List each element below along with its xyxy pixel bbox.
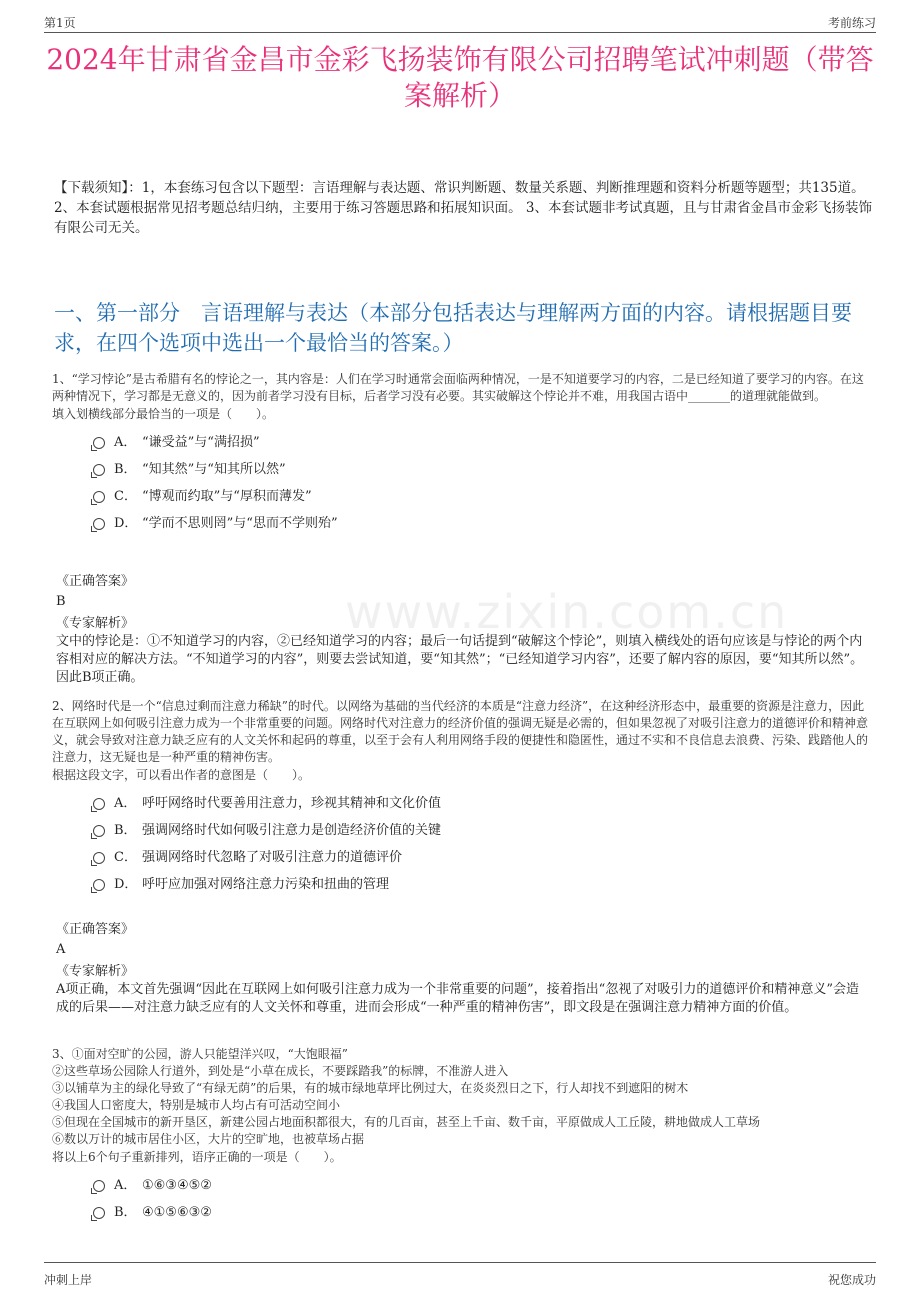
option-c[interactable]: C． “博观而约取”与“厚积而薄发” (52, 483, 868, 510)
answer-block-1 (56, 573, 870, 687)
page-number: 第1页 (44, 16, 76, 30)
radio-icon[interactable] (93, 879, 105, 891)
document-title: 2024年甘肃省金昌市金彩飞扬装饰有限公司招聘笔试冲刺题（带答案解析） (46, 43, 874, 112)
answer-key: A (56, 942, 66, 957)
option-d[interactable]: D． “学而不思则罔”与“思而不学则殆” (52, 510, 868, 537)
answer-heading: 《正确答案》 (56, 574, 135, 589)
options-list (52, 790, 868, 898)
radio-icon[interactable] (93, 1207, 105, 1219)
radio-icon[interactable] (93, 1180, 105, 1192)
watermark: www.zixin.com.cn (345, 585, 789, 639)
question-stem: 1、“学习悖论”是古希腊有名的悖论之一，其内容是：人们在学习时通常会面临两种情况，一是不知道要学习的内容，二是已经知道了要学习的内容。在这两种情况下，学习都是无意义的，因为前者学习没有目标，后者学习没有必要。其实破解这个悖论并不难，用我国古语中_______的道理就能做到。 (52, 372, 864, 403)
analysis-heading: 《专家解析》 (56, 616, 135, 631)
analysis-text: 文中的悖论是：①不知道学习的内容，②已经知道学习的内容；最后一句话提到“破解这个悖论”，则填入横线处的语句应该是与悖论的两个内容相对应的解决方法。“不知道学习的内容”，则要去尝试知道，要“知其然”；“已经知道学习内容”，还要了解内容的原因，要“知其所以然”。因此B项正确。 (56, 634, 864, 685)
analysis-text: A项正确，本文首先强调“因此在互联网上如何吸引注意力成为一个非常重要的问题”，接着指出“忽视了对吸引力的道德评价和精神意义”会造成的后果——对注意力缺乏应有的人文关怀和尊重，进而会形成“一种严重的精神伤害”，即文段是在强调注意力精神方面的价值。 (56, 982, 859, 1015)
answer-key: B (56, 594, 66, 609)
question-1 (52, 371, 868, 537)
question-2 (52, 698, 868, 898)
question-stem-line: ⑥数以万计的城市居住小区，大片的空旷地，也被草场占据 (52, 1132, 365, 1146)
footer-right: 祝您成功 (827, 1273, 876, 1287)
page-header (44, 14, 876, 33)
question-prompt: 根据这段文字，可以看出作者的意图是（ ）。 (52, 768, 311, 782)
question-prompt: 填入划横线部分最恰当的一项是（ ）。 (52, 407, 275, 421)
radio-icon[interactable] (93, 825, 105, 837)
question-3 (52, 1046, 868, 1226)
radio-icon[interactable] (93, 491, 105, 503)
footer-left: 冲刺上岸 (44, 1273, 93, 1287)
option-b[interactable]: B． “知其然”与“知其所以然” (52, 456, 868, 483)
question-stem-line: ④我国人口密度大，特别是城市人均占有可活动空间小 (52, 1098, 341, 1112)
answer-heading: 《正确答案》 (56, 922, 135, 937)
options-list (52, 1172, 868, 1226)
radio-icon[interactable] (93, 518, 105, 530)
question-stem-line: ③以铺草为主的绿化导致了“有绿无荫”的后果，有的城市绿地草坪比例过大，在炎炎烈日之下，行人却找不到遮阳的树木 (52, 1081, 689, 1095)
question-stem-line: ②这些草场公园除人行道外，到处是“小草在成长，不要踩踏我”的标牌，不准游人进入 (52, 1064, 509, 1078)
download-notice: 【下载须知】：1，本套练习包含以下题型：言语理解与表达题、常识判断题、数量关系题、判断推理题和资料分析题等题型；共135道。 2、本套试题根据常见招考题总结归纳，主要用于练习答题思路和拓展知识面。 3、本套试题非考试真题，且与甘肃省金昌市金彩飞扬装饰有限公司无关。 (54, 180, 872, 236)
answer-block-2 (56, 921, 870, 1017)
section-heading: 一、第一部分 言语理解与表达（本部分包括表达与理解两方面的内容。请根据题目要求，在四个选项中选出一个最恰当的答案。） (54, 301, 852, 355)
analysis-heading: 《专家解析》 (56, 964, 135, 979)
question-stem-line: ⑤但现在全国城市的新开垦区，新建公园占地面积都很大，有的几百亩，甚至上千亩、数千亩，平原做成人工丘陵，耕地做成人工草场 (52, 1115, 761, 1129)
question-stem: 2、网络时代是一个“信息过剩而注意力稀缺”的时代。以网络为基础的当代经济的本质是“注意力经济”，在这种经济形态中，最重要的资源是注意力，因此在互联网上如何吸引注意力成为一个非常重要的问题。网络时代对注意力的经济价值的强调无疑是必需的，但如果忽视了对吸引注意力的道德评价和精神意义，就会导致对注意力缺乏应有的人文关怀和起码的尊重，以至于会有人利用网络手段的便捷性和隐匿性，通过不实和不良信息去浪费、污染、践踏他人的注意力，这无疑也是一种严重的精神伤害。 (52, 699, 869, 764)
radio-icon[interactable] (93, 464, 105, 476)
option-b[interactable]: B． 强调网络时代如何吸引注意力是创造经济价值的关键 (52, 817, 868, 844)
option-c[interactable]: C． 强调网络时代忽略了对吸引注意力的道德评价 (52, 844, 868, 871)
question-stem-line: 3、①面对空旷的公园，游人只能望洋兴叹，“大饱眼福” (52, 1047, 348, 1061)
radio-icon[interactable] (93, 798, 105, 810)
option-a[interactable]: A． “谦受益”与“满招损” (52, 429, 868, 456)
option-a[interactable]: A． ①⑥③④⑤② (52, 1172, 868, 1199)
option-b[interactable]: B． ④①⑤⑥③② (52, 1199, 868, 1226)
radio-icon[interactable] (93, 437, 105, 449)
option-a[interactable]: A． 呼吁网络时代要善用注意力，珍视其精神和文化价值 (52, 790, 868, 817)
page-footer (44, 1262, 876, 1285)
options-list (52, 429, 868, 537)
question-prompt: 将以上6个句子重新排列，语序正确的一项是（ ）。 (52, 1150, 342, 1164)
header-label: 考前练习 (827, 16, 876, 30)
option-d[interactable]: D． 呼吁应加强对网络注意力污染和扭曲的管理 (52, 871, 868, 898)
radio-icon[interactable] (93, 852, 105, 864)
